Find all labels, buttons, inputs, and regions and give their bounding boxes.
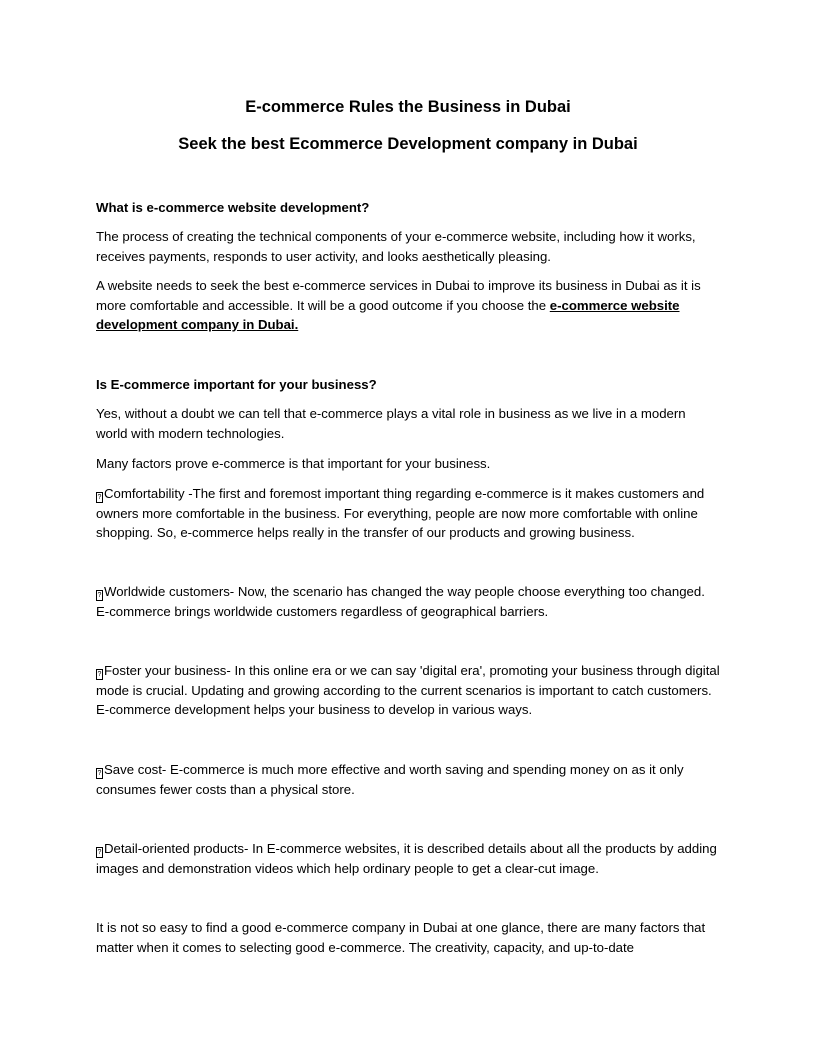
bullet-icon: ? [97,592,102,599]
bullet-icon: ? [97,770,102,777]
bullet-icon: ? [97,671,102,678]
paragraph-vital-role: Yes, without a doubt we can tell that e-commerce plays a vital role in business as we live in a modern world with modern technologies. [96,406,686,441]
list-item-text: Foster your business- In this online era or we can say 'digital era', promoting your business through digital mode is crucial. Updating and growing according to the current scenarios is important to catch customers. E-commerce development helps your business to develop in various ways. [96,663,720,718]
section-heading-what-is: What is e-commerce website development? [96,200,370,215]
list-item-text: Save cost- E-commerce is much more effective and worth saving and spending money on as it only consumes fewer costs than a physical store. [96,762,684,797]
list-item-text: Comfortability -The first and foremost important thing regarding e-commerce is it makes customers and owners more comfortable in the business. For everything, people are now more comfortable with online shopping. So, e-commerce helps really in the transfer of our products and growing business. [96,486,705,541]
list-item-save-cost [96,760,720,799]
page-title: E-commerce Rules the Business in Dubai [245,98,571,116]
paragraph-closing: It is not so easy to find a good e-commerce company in Dubai at one glance, there are many factors that matter when it comes to selecting good e-commerce. The creativity, capacity, and up-to-date [96,920,706,955]
list-item-detail-oriented [96,839,720,878]
list-item-text: Detail-oriented products- In E-commerce websites, it is described details about all the products by adding images and demonstration videos which help ordinary people to get a clear-cut image. [96,841,717,876]
paragraph-dubai-services [96,276,720,335]
list-item-comfortability [96,484,720,543]
section-heading-importance: Is E-commerce important for your business? [96,377,377,392]
list-item-foster [96,661,720,720]
bullet-icon: ? [97,849,102,856]
list-item-text: Worldwide customers- Now, the scenario has changed the way people choose everything too changed. E-commerce brings worldwide customers regardless of geographical barriers. [96,584,705,619]
paragraph-definition: The process of creating the technical components of your e-commerce website, including how it works, receives payments, responds to user activity, and looks aesthetically pleasing. [96,229,696,264]
paragraph-many-factors: Many factors prove e-commerce is that important for your business. [96,456,491,471]
ecommerce-company-link[interactable]: e-commerce website development company in Dubai. [96,297,680,333]
list-item-worldwide [96,582,720,621]
bullet-icon: ? [97,494,102,501]
paragraph-dubai-services-text: A website needs to seek the best e-commerce services in Dubai to improve its business in Dubai as it is more comfortable and accessible. It will be a good outcome if you choose the [96,278,701,313]
page-subtitle: Seek the best Ecommerce Development company in Dubai [178,135,638,153]
